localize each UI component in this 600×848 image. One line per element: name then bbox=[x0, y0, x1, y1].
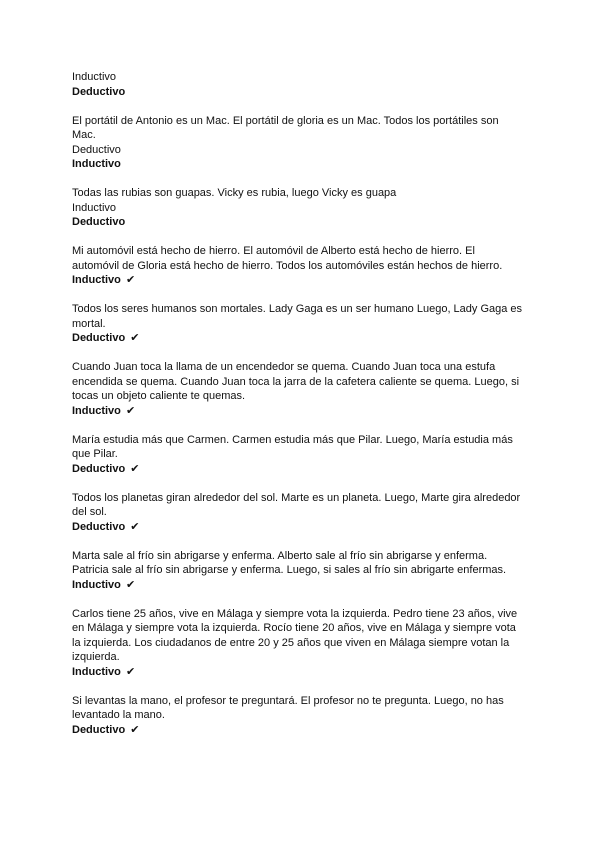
check-mark-icon: ✔ bbox=[125, 665, 136, 678]
question-block bbox=[72, 491, 532, 535]
statement-line: automóvil de Gloria está hecho de hierro. Todos los automóviles están hechos de hierro. bbox=[72, 259, 503, 272]
question-block bbox=[72, 360, 532, 418]
selected-answer bbox=[72, 215, 532, 230]
statement-line: Si levantas la mano, el profesor te preguntará. El profesor no te pregunta. Luego, no has bbox=[72, 694, 504, 707]
statement-line: Todos los planetas giran alrededor del sol. Marte es un planeta. Luego, Marte gira alrededor bbox=[72, 491, 521, 504]
statement-line: tocas un objeto caliente te quemas. bbox=[72, 390, 246, 402]
statement-line: la izquierda. Los ciudadanos de entre 20 y 25 años que viven en Málaga siempre votan la bbox=[72, 636, 510, 649]
statement-line: que Pilar. bbox=[72, 448, 118, 460]
statement-line: Mi automóvil está hecho de hierro. El automóvil de Alberto está hecho de hierro. El bbox=[72, 245, 475, 257]
answer-label: Inductivo bbox=[72, 404, 121, 417]
statement-line: encendida se quema. Cuando Juan toca la jarra de la cafetera caliente se quema. Luego, si bbox=[72, 375, 520, 388]
check-mark-icon: ✔ bbox=[125, 274, 136, 286]
statement-line: del sol. bbox=[72, 506, 107, 518]
selected-answer bbox=[72, 520, 532, 535]
answer-option bbox=[72, 143, 532, 158]
question-block bbox=[72, 186, 532, 230]
statement-line: Todos los seres humanos son mortales. Lady Gaga es un ser humano Luego, Lady Gaga es bbox=[72, 303, 523, 315]
answer-label: Deductivo bbox=[72, 332, 126, 344]
statement-line: El portátil de Antonio es un Mac. El portátil de gloria es un Mac. Todos los portátiles son bbox=[72, 114, 499, 127]
question-block bbox=[72, 549, 532, 593]
question-block bbox=[72, 70, 532, 99]
question-block bbox=[72, 244, 532, 288]
answer-label: Deductivo bbox=[72, 85, 126, 98]
answer-label: Deductivo bbox=[72, 216, 126, 228]
check-mark-icon: ✔ bbox=[130, 520, 140, 533]
selected-answer bbox=[72, 85, 532, 100]
answer-label: Inductivo bbox=[72, 158, 121, 170]
answer-label: Deductivo bbox=[72, 462, 126, 475]
answer-option bbox=[72, 70, 532, 85]
check-mark-icon: ✔ bbox=[130, 723, 140, 736]
selected-answer bbox=[72, 723, 532, 738]
question-block bbox=[72, 433, 532, 477]
answer-label: Inductivo bbox=[72, 201, 117, 214]
statement-line: mortal. bbox=[72, 317, 106, 330]
selected-answer bbox=[72, 404, 532, 419]
answer-option bbox=[72, 201, 532, 216]
selected-answer bbox=[72, 462, 532, 477]
check-mark-icon: ✔ bbox=[130, 332, 140, 344]
answer-label: Inductivo bbox=[72, 665, 121, 678]
question-block bbox=[72, 694, 532, 738]
answer-label: Deductivo bbox=[72, 723, 126, 736]
check-mark-icon: ✔ bbox=[125, 578, 136, 591]
selected-answer bbox=[72, 273, 532, 288]
selected-answer bbox=[72, 157, 532, 172]
selected-answer bbox=[72, 665, 532, 680]
statement-line: Carlos tiene 25 años, vive en Málaga y siempre vota la izquierda. Pedro tiene 23 años, vive bbox=[72, 607, 518, 620]
question-block bbox=[72, 607, 532, 680]
statement-line: Patricia sale al frío sin abrigarse y enferma. Luego, si sales al frío sin abrigarte enfermas. bbox=[72, 564, 507, 576]
statement-line: Cuando Juan toca la llama de un encendedor se quema. Cuando Juan toca una estufa bbox=[72, 361, 496, 373]
statement-line: izquierda. bbox=[72, 651, 120, 663]
answer-label: Inductivo bbox=[72, 578, 121, 591]
answer-label: Inductivo bbox=[72, 71, 117, 83]
answer-label: Deductivo bbox=[72, 520, 126, 533]
statement-line: Marta sale al frío sin abrigarse y enferma. Alberto sale al frío sin abrigarse y enferma. bbox=[72, 549, 488, 562]
statement-line: Mac. bbox=[72, 129, 96, 141]
statement-line: María estudia más que Carmen. Carmen estudia más que Pilar. Luego, María estudia más bbox=[72, 433, 513, 446]
statement-line: en Málaga y siempre vota la izquierda. Rocío tiene 20 años, vive en Málaga y siempre vota bbox=[72, 622, 516, 634]
check-mark-icon: ✔ bbox=[125, 404, 136, 417]
selected-answer bbox=[72, 578, 532, 593]
selected-answer bbox=[72, 331, 532, 346]
statement-line: Todas las rubias son guapas. Vicky es rubia, luego Vicky es guapa bbox=[72, 187, 397, 199]
answer-label: Inductivo bbox=[72, 274, 121, 286]
answer-label: Deductivo bbox=[72, 143, 121, 156]
statement-line: levantado la mano. bbox=[72, 709, 165, 721]
document-content bbox=[72, 70, 532, 752]
check-mark-icon: ✔ bbox=[130, 462, 140, 475]
question-block bbox=[72, 302, 532, 346]
question-block bbox=[72, 114, 532, 172]
